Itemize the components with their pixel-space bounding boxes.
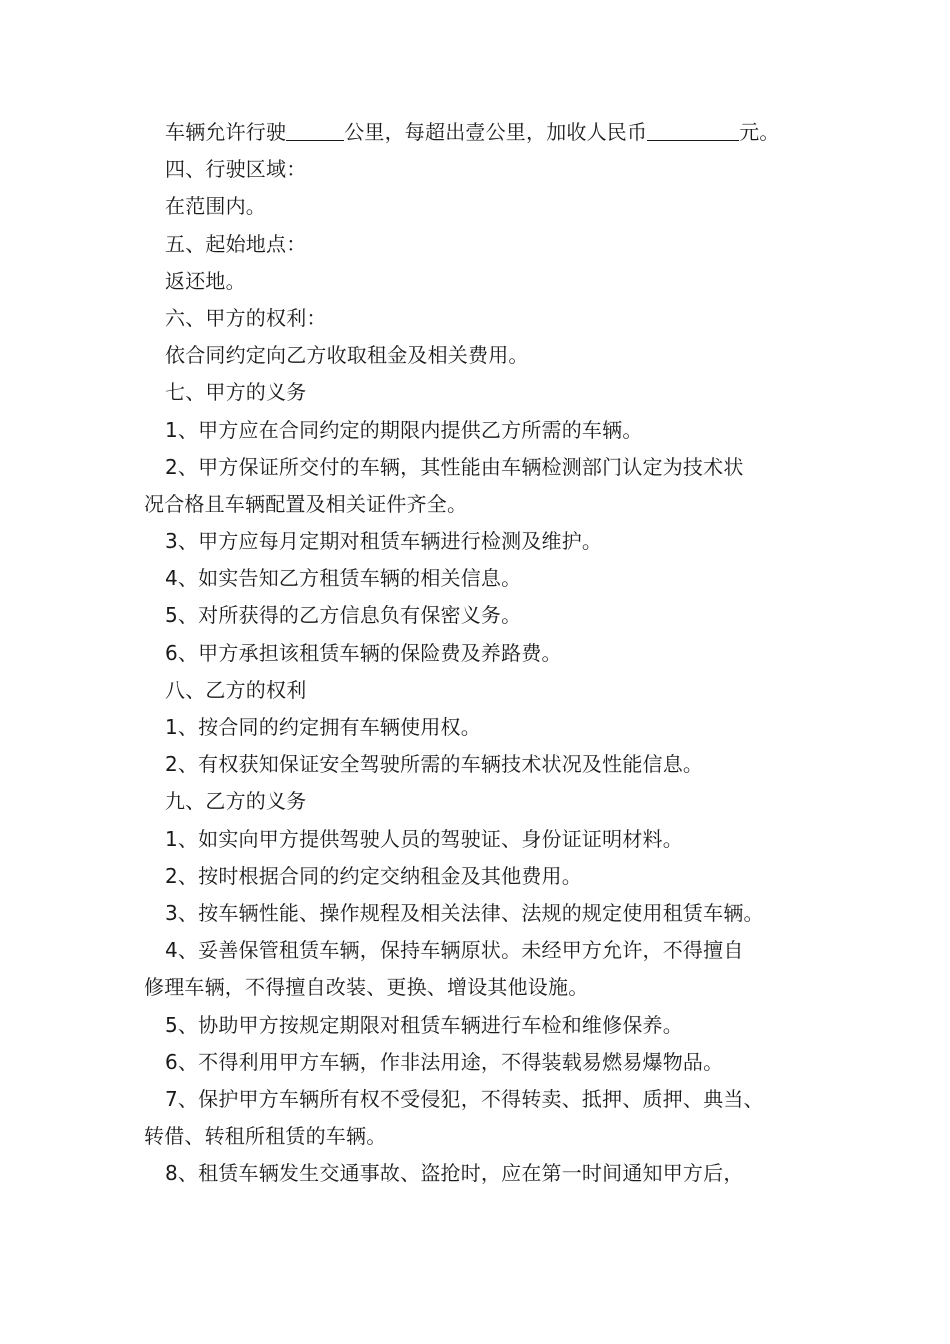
list-item: 2、甲方保证所交付的车辆，其性能由车辆检测部门认定为技术状 [165, 454, 744, 479]
list-item: 1、如实向甲方提供驾驶人员的驾驶证、身份证证明材料。 [165, 826, 683, 851]
list-item: 6、甲方承担该租赁车辆的保险费及养路费。 [165, 640, 562, 665]
section-heading-driving-area: 四、行驶区域： [165, 157, 307, 182]
list-item: 1、甲方应在合同约定的期限内提供乙方所需的车辆。 [165, 417, 643, 442]
list-item-continuation: 况合格且车辆配置及相关证件齐全。 [144, 491, 468, 516]
list-item: 2、按时根据合同的约定交纳租金及其他费用。 [165, 863, 582, 888]
list-item: 5、对所获得的乙方信息负有保密义务。 [165, 603, 522, 628]
mileage-clause-line [144, 114, 824, 151]
list-item: 3、甲方应每月定期对租赁车辆进行检测及维护。 [165, 529, 603, 554]
section-heading-party-a-rights: 六、甲方的权利： [165, 305, 327, 330]
list-item: 3、按车辆性能、操作规程及相关法律、法规的规定使用租赁车辆。 [165, 900, 764, 925]
document-body [144, 114, 824, 1192]
line-text: 元。 [739, 120, 780, 144]
list-item: 7、保护甲方车辆所有权不受侵犯，不得转卖、抵押、质押、典当、 [165, 1086, 764, 1111]
list-item: 4、妥善保管租赁车辆，保持车辆原状。未经甲方允许，不得擅自 [165, 938, 744, 963]
list-item: 4、如实告知乙方租赁车辆的相关信息。 [165, 566, 522, 591]
list-item-continuation: 转借、转租所租赁的车辆。 [144, 1124, 387, 1149]
list-item: 1、按合同的约定拥有车辆使用权。 [165, 715, 481, 739]
section-heading-party-a-obligations: 七、甲方的义务 [165, 380, 307, 405]
list-item: 8、租赁车辆发生交通事故、盗抢时，应在第一时间通知甲方后， [165, 1161, 744, 1186]
list-item: 6、不得利用甲方车辆，作非法用途，不得装载易燃易爆物品。 [165, 1049, 724, 1074]
line-text: 公里，每超出壹公里，加收人民币 [344, 120, 648, 144]
mileage-blank [286, 120, 344, 141]
list-item-continuation: 修理车辆，不得擅自改装、更换、增设其他设施。 [144, 975, 589, 1000]
section-heading-party-b-rights: 八、乙方的权利 [165, 677, 307, 702]
line-text: 车辆允许行驶 [165, 120, 287, 144]
paragraph-line: 返还地。 [165, 268, 246, 293]
section-heading-start-location: 五、起始地点： [165, 231, 307, 256]
paragraph-line: 在范围内。 [165, 194, 266, 219]
paragraph-line: 依合同约定向乙方收取租金及相关费用。 [165, 343, 529, 368]
fee-blank [647, 120, 739, 141]
list-item: 5、协助甲方按规定期限对租赁车辆进行车检和维修保养。 [165, 1012, 683, 1037]
section-heading-party-b-obligations: 九、乙方的义务 [165, 789, 307, 814]
list-item: 2、有权获知保证安全驾驶所需的车辆技术状况及性能信息。 [165, 752, 704, 777]
